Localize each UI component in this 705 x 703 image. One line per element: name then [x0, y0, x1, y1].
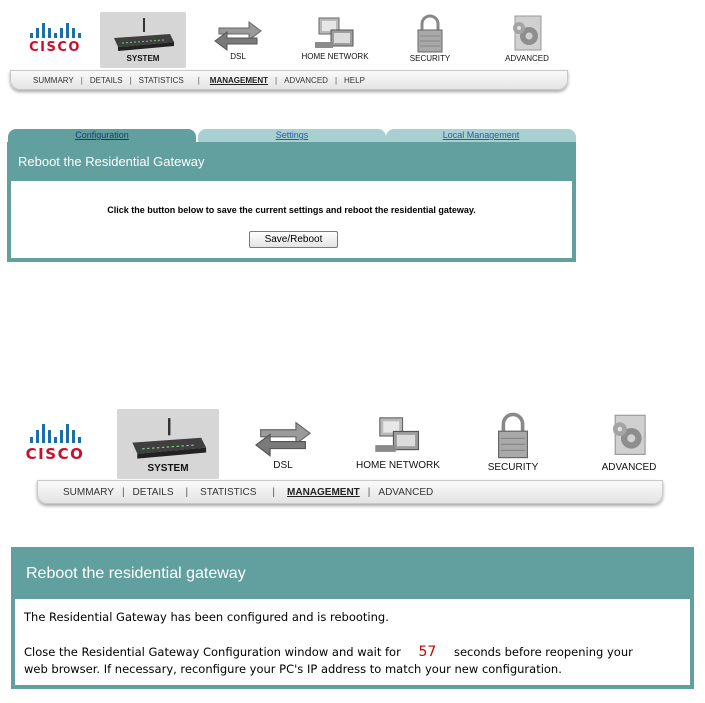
subnav-details[interactable]: DETAILS — [132, 486, 174, 498]
router-icon — [108, 16, 178, 54]
gears-icon — [606, 412, 652, 460]
status-message: The Residential Gateway has been configured and is rebooting. — [24, 610, 389, 624]
nav-system-label: SYSTEM — [126, 54, 160, 63]
gears-icon — [507, 14, 547, 54]
padlock-icon — [495, 412, 531, 460]
wait-message-after: seconds before reopening your — [453, 645, 633, 659]
nav-dsl-label: DSL — [230, 52, 246, 61]
nav-home-network[interactable] — [295, 16, 375, 68]
panel-header — [7, 142, 576, 181]
sub-nav-bar: SUMMARY | DETAILS | STATISTICS | MANAGEMENT | ADVANCED — [37, 480, 663, 504]
cisco-wordmark: CISCO — [29, 40, 81, 55]
subnav-summary[interactable]: SUMMARY — [63, 486, 114, 498]
wait-message-before: Close the Residential Gateway Configuration window and wait for — [24, 645, 401, 659]
cisco-logo — [20, 22, 90, 55]
dsl-arrows-icon — [253, 418, 313, 458]
page-title: Reboot the residential gateway — [26, 565, 246, 582]
nav-home-network-label: HOME NETWORK — [356, 460, 440, 471]
cisco-logo — [22, 423, 88, 463]
computers-icon — [313, 16, 357, 52]
tab-local-management[interactable]: Local Management — [386, 129, 576, 142]
nav-security-label: SECURITY — [487, 462, 539, 473]
subnav-statistics[interactable]: STATISTICS — [138, 75, 184, 85]
nav-home-network[interactable] — [352, 414, 444, 478]
nav-advanced[interactable] — [596, 412, 662, 478]
padlock-icon — [415, 14, 445, 54]
nav-advanced-label: ADVANCED — [601, 462, 657, 473]
nav-security-label: SECURITY — [409, 54, 451, 63]
router-icon — [125, 415, 211, 463]
subnav-statistics[interactable]: STATISTICS — [200, 486, 257, 498]
nav-advanced[interactable] — [496, 14, 558, 68]
nav-advanced-label: ADVANCED — [505, 54, 549, 63]
panel-header — [11, 547, 694, 599]
countdown-value: 57 — [418, 644, 437, 660]
nav-dsl-label: DSL — [273, 460, 293, 471]
panel-body — [11, 599, 694, 689]
subnav-details[interactable]: DETAILS — [89, 75, 123, 85]
subnav-advanced[interactable]: ADVANCED — [284, 75, 328, 85]
subnav-management[interactable]: MANAGEMENT — [209, 75, 268, 85]
subnav-help[interactable]: HELP — [344, 75, 365, 85]
nav-security[interactable] — [482, 412, 544, 478]
nav-security[interactable] — [402, 14, 458, 68]
subnav-management[interactable]: MANAGEMENT — [287, 486, 360, 498]
wait-message — [24, 644, 633, 660]
cisco-bars-icon — [20, 22, 90, 38]
nav-dsl[interactable] — [208, 16, 268, 68]
reconfigure-message: web browser. If necessary, reconfigure your PC's IP address to match your new configuration. — [24, 662, 562, 676]
subnav-summary[interactable]: SUMMARY — [33, 75, 74, 85]
nav-system[interactable] — [117, 409, 219, 479]
management-tabs — [8, 129, 576, 142]
instruction-text: Click the button below to save the current settings and reboot the residential gateway. — [107, 205, 476, 215]
subnav-advanced[interactable]: ADVANCED — [378, 486, 434, 498]
sub-nav-bar: SUMMARY | DETAILS | STATISTICS | MANAGEMENT | ADVANCED | HELP — [10, 70, 568, 90]
panel-body — [7, 181, 576, 262]
computers-icon — [373, 414, 423, 458]
nav-system-label: SYSTEM — [147, 463, 189, 474]
cisco-bars-icon — [22, 423, 88, 443]
nav-system[interactable] — [100, 12, 186, 68]
tab-configuration[interactable]: Configuration — [8, 129, 196, 142]
tab-settings[interactable]: Settings — [198, 129, 386, 142]
save-reboot-button[interactable]: Save/Reboot — [249, 231, 338, 248]
cisco-wordmark: CISCO — [25, 445, 85, 463]
dsl-arrows-icon — [213, 18, 263, 52]
nav-dsl[interactable] — [250, 418, 316, 478]
nav-home-network-label: HOME NETWORK — [301, 52, 369, 61]
page-title: Reboot the Residential Gateway — [18, 154, 205, 169]
